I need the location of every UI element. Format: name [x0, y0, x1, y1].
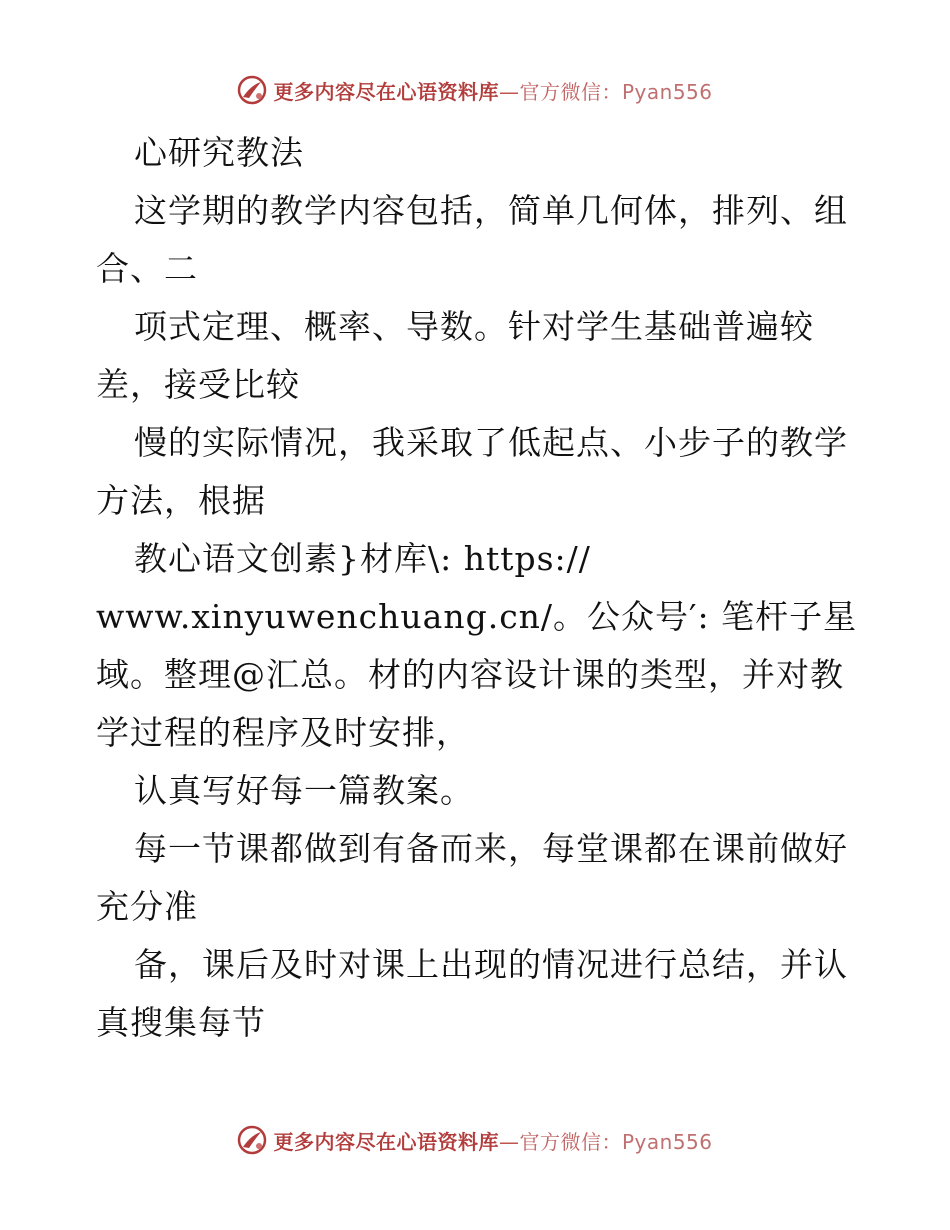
header-watermark: [0, 70, 950, 110]
header-brand: 更多内容尽在心语资料库: [273, 79, 499, 104]
document-body: [96, 124, 856, 1052]
header-watermark-text: [273, 76, 712, 105]
text-line: 每一节课都做到有备而来，每堂课都在课前做好: [134, 829, 848, 868]
header-wechat-label: 官方微信：: [519, 79, 622, 104]
text-line: 合、二: [96, 249, 198, 288]
footer-wechat-label: 官方微信：: [519, 1129, 622, 1154]
text-line: 项式定理、概率、导数。针对学生基础普遍较: [134, 307, 814, 346]
ink-brush-logo-icon: [237, 1125, 267, 1155]
ink-brush-logo-icon: [237, 75, 267, 105]
text-line: 教心语文创素}材库\: https://: [134, 539, 591, 578]
text-line: www.xinyuwenchuang.cn/。公众号′: 笔杆子星: [96, 597, 858, 636]
text-line: 差，接受比较: [96, 365, 300, 404]
header-separator: —: [498, 79, 520, 104]
text-line: 域。整理@汇总。材的内容设计课的类型，并对教: [96, 655, 844, 694]
footer-watermark-text: [273, 1126, 712, 1155]
text-line: 方法，根据: [96, 481, 266, 520]
text-line: 认真写好每一篇教案。: [134, 771, 474, 810]
text-line: 学过程的程序及时安排，: [96, 713, 470, 752]
text-line: 真搜集每节: [96, 1003, 266, 1042]
footer-watermark: [0, 1120, 950, 1160]
footer-brand: 更多内容尽在心语资料库: [273, 1129, 499, 1154]
footer-wechat-id: Pyan556: [621, 1129, 713, 1154]
footer-separator: —: [498, 1129, 520, 1154]
text-line: 慢的实际情况，我采取了低起点、小步子的教学: [134, 423, 848, 462]
text-line: 心研究教法: [134, 133, 304, 172]
text-line: 备，课后及时对课上出现的情况进行总结，并认: [134, 945, 848, 984]
header-wechat-id: Pyan556: [621, 79, 713, 104]
text-line: 充分准: [96, 887, 198, 926]
text-line: 这学期的教学内容包括，简单几何体，排列、组: [134, 191, 848, 230]
